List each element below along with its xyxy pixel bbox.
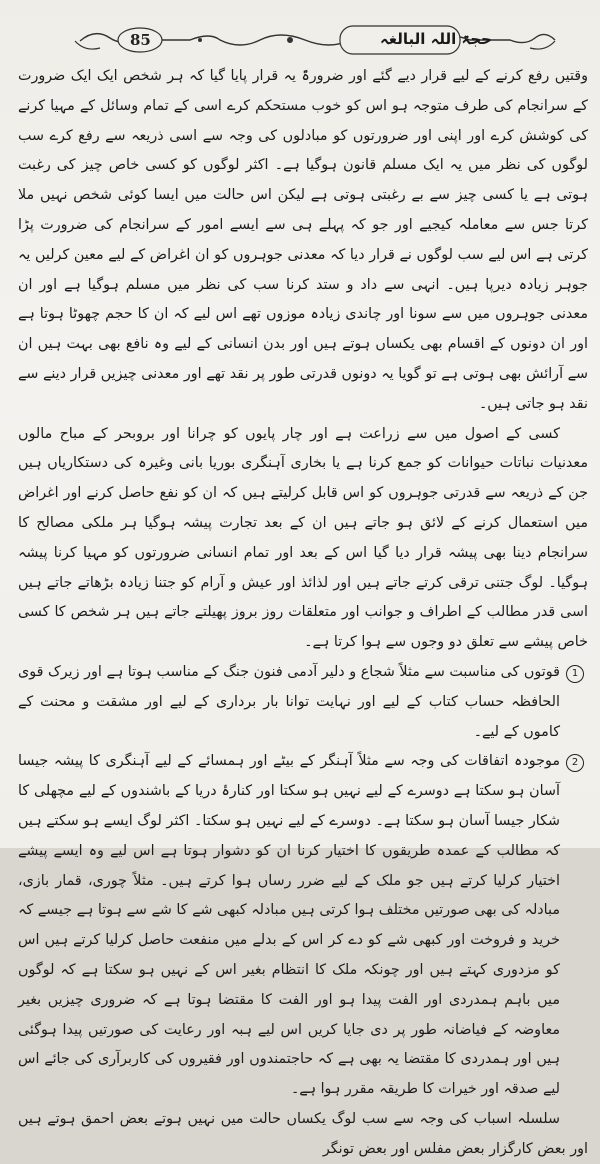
list-item-text: قوتوں کی مناسبت سے مثلاً شجاع و دلیر آدمی فنون جنگ کے مناسب ہوتا ہے اور زیرک قوی الحافظہ حساب کتاب کے لیے اور نہایت توانا بار برداری کے لیے اور مشقت و محنت کے کاموں کے لیے۔: [18, 663, 560, 740]
list-item: [18, 658, 588, 747]
page-number: 85: [130, 31, 151, 49]
paragraph: سلسلہ اسباب کی وجہ سے سب لوگ یکساں حالت میں نہیں ہوتے بعض احمق ہوتے ہیں اور بعض کارگزار بعض مفلس اور بعض تونگر: [18, 1110, 588, 1157]
list-item: [18, 747, 588, 1105]
paragraph: وقتیں رفع کرنے کے لیے قرار دیے گئے اور ضرورۃً یہ قرار پایا گیا کہ ہر شخص ایک ایک ضرورت کے سرانجام کی طرف متوجہ ہو اس کو خوب مستحکم کرے اسی کے تمام وسائل کے مہیا کرنے کی کوشش کرے اور اپنی اور ضرورتوں کو مبادلوں کی وجہ سے اسی ذریعہ سے رفع کرے سب لوگوں کی نظر میں یہ ایک مسلم قانون ہوگیا ہے۔ اکثر لوگوں کو کسی خاص چیز کی رغبت ہوتی ہے یا کسی چیز سے بے رغبتی ہوتی ہے لیکن اس حالت میں ایسا کوئی شخص نہیں ملا کرتا جس سے معاملہ کیجیے اور جو کہ پہلے ہی سے ایسے امور کے سرانجام کی ضرورت پڑا کرتی ہے اس لیے سب لوگوں نے قرار دیا کہ معدنی جوہروں کو ان اغراض کے لیے معین کرلیں یہ جوہر زیادہ دیرپا ہیں۔ انہی سے داد و ستد کرنا سب کی نظر میں مسلم ہوگیا ہے اور ان معدنی جوہروں میں سے سونا اور چاندی زیادہ موزوں تھے اس لیے کہ ان کا حجم چھوٹا ہوتا ہے اور ان دونوں کے اقسام بھی یکساں ہوتے ہیں اور بدن انسانی کے لیے وہ نافع بھی بہت ہیں ان سے آرائش بھی ہوتی ہے تو گویا یہ دونوں قدرتی طور پر نقد تھے اور معدنی چیزیں قرار دینے سے نقد ہو جاتی ہیں۔: [18, 68, 588, 412]
list-number: 2: [566, 754, 584, 772]
list-item-text: موجودہ اتفاقات کی وجہ سے مثلاً آہنگر کے بیٹے اور ہمسائے کے لیے آہنگری کا پیشہ جیسا آسان ہو سکتا ہے دوسرے کے لیے نہیں ہو سکتا اور کنارۂ دریا کے باشندوں کے لیے مچھلی کا شکار جیسا آسان ہو سکتا ہے۔ دوسرے کے لیے نہیں ہو سکتا۔ اکثر لوگ ایسے ہو سکتے ہیں کہ مطالب کے عمدہ طریقوں کا اختیار کرنا ان کو دشوار ہوتا ہے اس لیے وہ ایسے پیشے اختیار کرلیا کرتے ہیں جو ملک کے لیے ضرر رساں ہوا کرتے ہیں۔ مثلاً چوری، قمار بازی، مبادلہ کی بھی صورتیں مختلف ہوا کرتی ہیں مبادلہ کبھی شے کا شے سے ہوتا ہے جیسے کہ خرید و فروخت اور کبھی شے کو دے کر اس کے بدلے میں منفعت حاصل کرلیا کرتے ہیں اس کو مزدوری کہتے ہیں اور چونکہ ملک کا انتظام بغیر اس کے نہیں ہو سکتا ہے کہ لوگوں میں باہم ہمدردی اور الفت پیدا ہو اور الفت کا مقتضا ہوتا ہے کہ ضروری چیزیں بغیر معاوضہ کے فیاضانہ طور پر دی جایا کریں اس لیے ہبہ اور رعایت کی صورتیں پیدا ہوگئی ہیں اور ہمدردی کا مقتضا یہ بھی ہے کہ حاجتمندوں اور فقیروں کی کاربرآری کی جائے اس لیے صدقہ اور خیرات کا طریقہ مقرر ہوا ہے۔: [18, 753, 560, 1098]
body-text: [18, 62, 588, 1164]
book-title: حجۃ اللہ البالغہ: [380, 30, 492, 48]
paragraph: کسی کے اصول میں سے زراعت ہے اور چار پایوں کو چرانا اور بروبحر کے مباح مالوں معدنیات نباتات حیوانات کو جمع کرنا ہے یا بخاری آہنگری بوریا بانی وغیرہ کی دستکاریاں ہیں جن کے ذریعہ سے قدرتی جوہروں کو اس قابل کرلیتے ہیں کہ ان کو نفع حاصل کرنے اور اغراض میں استعمال کرنے کے لائق ہو جاتے ہیں ان کے بعد تجارت پیشہ ہوگیا ہر ملکی مصالح کا سرانجام دینا بھی پیشہ قرار دیا گیا اس کے بعد اور تمام انسانی ضرورتوں کو مہیا کرنا پیشہ ہوگیا۔ لوگ جتنی ترقی کرتے جاتے ہیں اور لذائذ اور عیش و آرام کو جتنا زیادہ بڑھاتے جاتے ہیں اسی قدر مطالب کے اطراف و جوانب اور متعلقات روز بروز پھیلتے جاتے ہیں ہر شخص کا کسی خاص پیشے سے تعلق دو وجوں سے ہوا کرتا ہے۔: [18, 425, 588, 651]
list-number: 1: [566, 665, 584, 683]
page-header: [40, 20, 570, 60]
